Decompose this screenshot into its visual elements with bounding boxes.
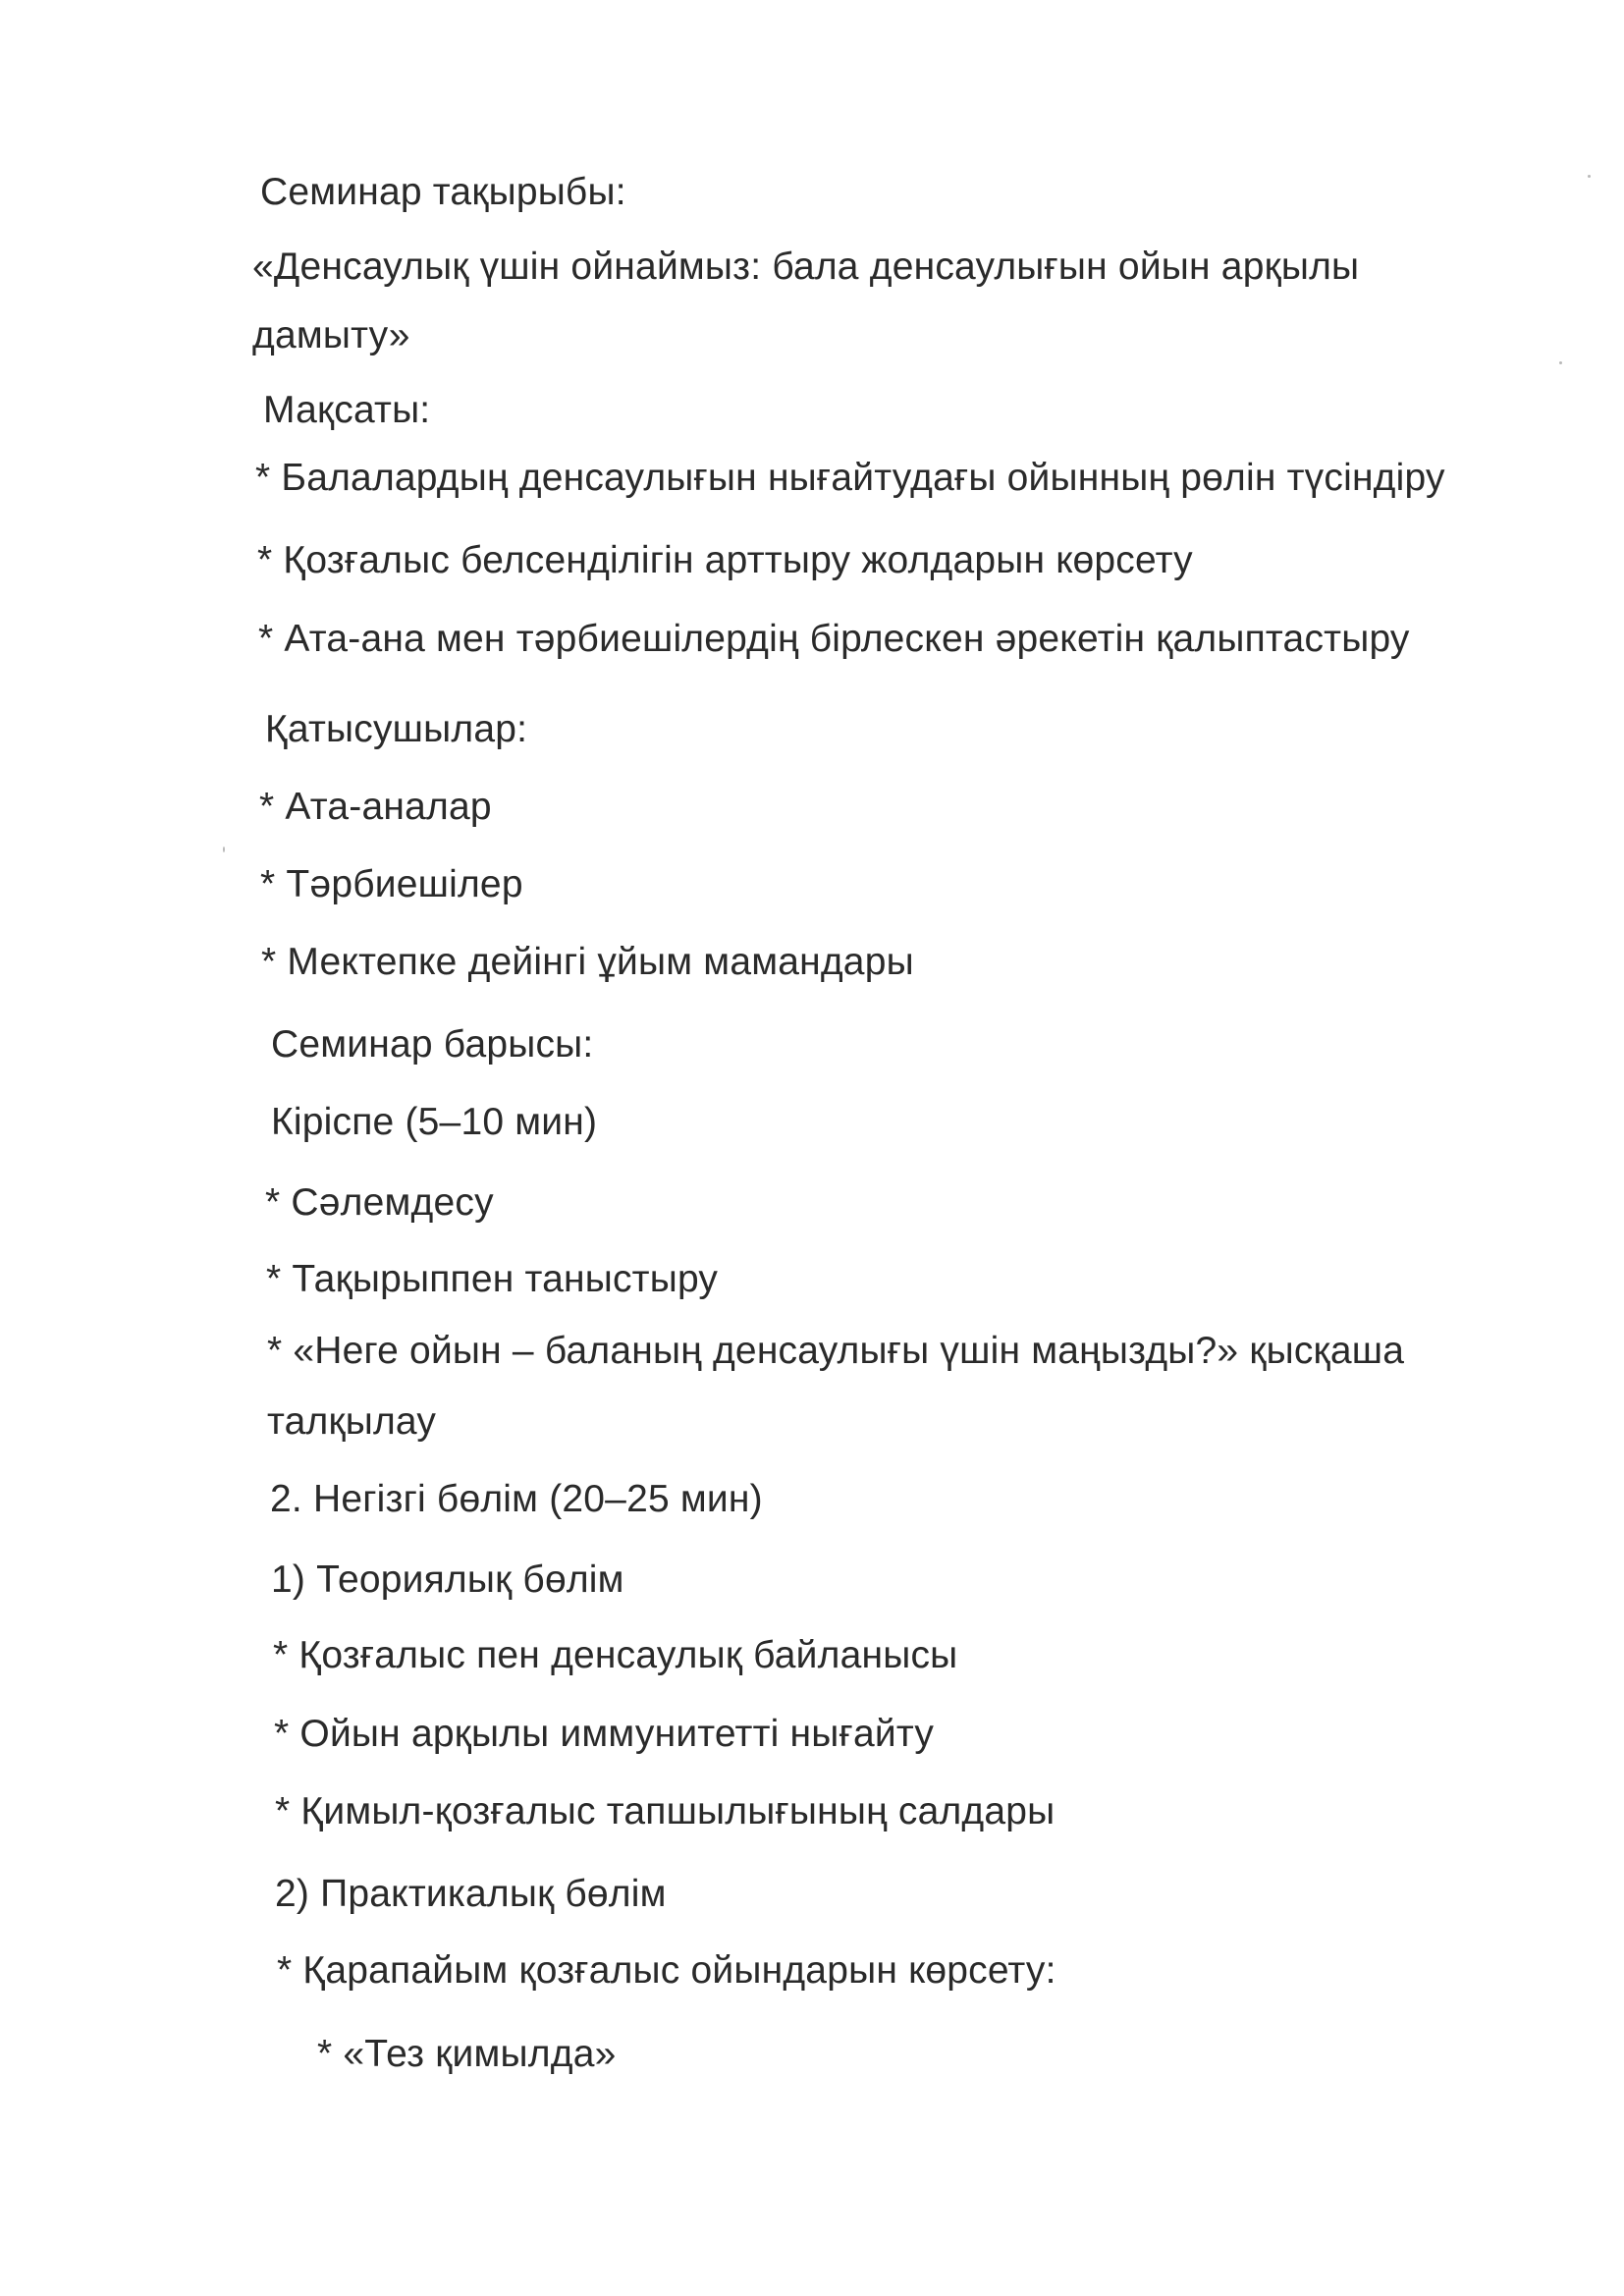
goal-item-1: * Балалардың денсаулығын нығайтудағы ойынның рөлін түсіндіру: [255, 457, 1445, 499]
topic-heading: Семинар тақырыбы:: [260, 171, 626, 213]
goal-item-3: * Ата-ана мен тәрбиешілердің бірлескен әрекетін қалыптастыру: [258, 618, 1410, 660]
theory-item-3: * Қимыл-қозғалыс тапшылығының салдары: [275, 1790, 1056, 1832]
intro-item-2: * Тақырыппен таныстыру: [266, 1258, 719, 1300]
theory-item-1: * Қозғалыс пен денсаулық байланысы: [273, 1634, 958, 1676]
main-part-heading: 2. Негізгі бөлім (20–25 мин): [270, 1478, 763, 1520]
intro-item-3: * «Неге ойын – баланың денсаулығы үшін маңызды?» қысқаша: [267, 1330, 1405, 1372]
goal-item-2: * Қозғалыс белсенділігін арттыру жолдарын көрсету: [257, 539, 1193, 581]
theory-item-2: * Ойын арқылы иммунитетті нығайту: [274, 1713, 935, 1755]
theory-heading: 1) Теориялық бөлім: [271, 1558, 624, 1601]
participant-item-1: * Ата-аналар: [259, 786, 492, 828]
practice-heading: 2) Практикалық бөлім: [275, 1873, 667, 1915]
topic-title-line-1: «Денсаулық үшін ойнаймыз: бала денсаулығын ойын арқылы: [252, 246, 1360, 288]
goals-heading: Мақсаты:: [263, 389, 431, 431]
scan-speck: [1588, 175, 1591, 178]
scan-speck: [1559, 361, 1562, 364]
participant-item-2: * Тәрбиешілер: [260, 863, 523, 905]
scan-speck: [223, 847, 225, 852]
participant-item-3: * Мектепке дейінгі ұйым мамандары: [261, 941, 914, 983]
intro-heading: Кіріспе (5–10 мин): [271, 1101, 598, 1143]
practice-subitem-1: * «Тез қимылда»: [317, 2033, 617, 2075]
course-heading: Семинар барысы:: [271, 1023, 594, 1066]
topic-title-line-2: дамыту»: [252, 314, 410, 356]
participants-heading: Қатысушылар:: [265, 708, 528, 750]
intro-item-3-continued: талқылау: [267, 1400, 437, 1443]
practice-item-1: * Қарапайым қозғалыс ойындарын көрсету:: [277, 1949, 1056, 1992]
intro-item-1: * Сәлемдесу: [265, 1181, 494, 1224]
